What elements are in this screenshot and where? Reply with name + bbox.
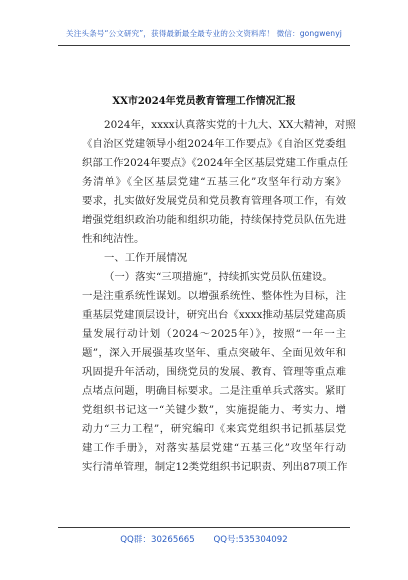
paragraph-line: 织部工作2024年要点》《2024年全区基层党建工作重点任 [82, 157, 348, 169]
paragraph-line: 务清单》《全区基层党建“五基三化”攻坚年行动方案》 [82, 176, 346, 188]
document-title: XX市2024年党员教育管理工作情况汇报 [112, 96, 296, 107]
paragraph-line: 实行清单管理，制定12类党组织书记职责、列出87项工作 [82, 461, 348, 473]
paragraph-line: 《自治区党建领导小组2024年工作要点》《自治区党委组 [82, 138, 346, 150]
subsection-heading: （一）落实“三项措施”，持续抓实党员队伍建设。 [104, 271, 333, 283]
footer-qq-number: QQ号:535304092 [213, 535, 288, 545]
paragraph-line: 题”，深入开展强基攻坚年、重点突破年、全面见效年和 [82, 347, 346, 359]
paragraph-line: 2024年，xxxx认真落实党的十九大、XX大精神，对照 [104, 119, 356, 131]
footer-contact [0, 533, 408, 545]
paragraph-line: 建工作手册》，对落实基层党建“五基三化”攻坚年行动 [82, 442, 346, 454]
document-body [82, 116, 356, 477]
paragraph-line: 增强党组织政治功能和组织功能，持续保持党员队伍先进 [82, 214, 346, 226]
footer-divider [58, 527, 350, 528]
paragraph-line: 重基层党建顶层设计，研究出台《xxxx推动基层党建高质 [82, 309, 346, 321]
footer-qq-group: QQ群：30265665 [120, 535, 195, 545]
paragraph-line: 巩固提升年活动，围绕党员的发展、教育、管理等重点难 [82, 366, 346, 378]
paragraph-line: 点堵点问题，明确目标要求。二是注重单兵式落实。紧盯 [82, 385, 346, 397]
header-divider [58, 45, 350, 46]
header-promo-note: 关注头条号“公文研究”，获得最新最全最专业的公文资料库！ 微信：gongwenyj [66, 29, 342, 38]
paragraph-line: 一是注重系统性谋划。以增强系统性、整体性为目标，注 [82, 290, 346, 302]
paragraph-line: 性和纯洁性。 [82, 233, 145, 245]
paragraph-line: 量发展行动计划（2024～2025年）》，按照“一年一主 [82, 328, 346, 340]
paragraph-line: 动力“三力工程”，研究编印《来宾党组织书记抓基层党 [82, 423, 346, 435]
paragraph-line: 要求，扎实做好发展党员和党员教育管理各项工作，有效 [82, 195, 346, 207]
section-heading: 一、工作开展情况 [104, 252, 188, 264]
paragraph-line: 党组织书记这一“关键少数”，实施提能力、考实力、增 [82, 404, 346, 416]
